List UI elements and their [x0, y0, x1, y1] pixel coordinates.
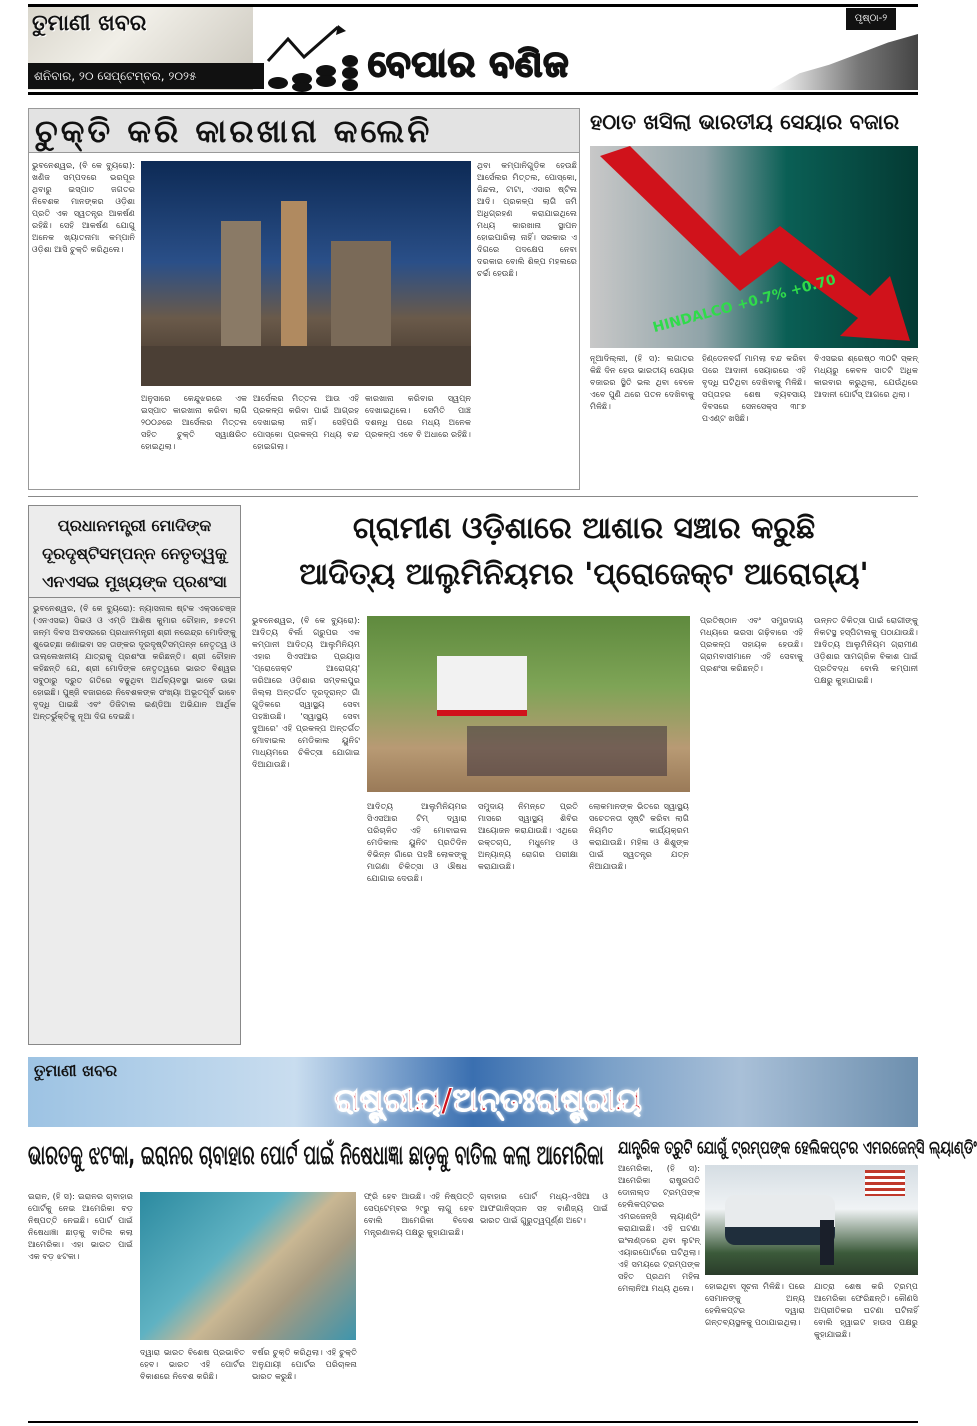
trump-col-1: ଆମେରିକା, (ହି ସ): ଆମେରିକା ରାଷ୍ଟ୍ରପତି ଡୋନାଲ୍ଡ ଟ୍ରମ୍ପଙ୍କ ହେଲିକପ୍ଟରର ଏମରଜେନ୍ସି ଲ୍ୟାଣ୍ଡିଂ କରାଯାଇଛି। ଏହି ଘଟଣା ଇଂଲଣ୍ଡରେ ଥିବା ଲୁଟନ୍ ଏୟାରପୋର୍ଟରେ ଘଟିଥିଲା। ଏହି ସମୟରେ ଟ୍ରମ୍ପଙ୍କ ସହିତ ପ୍ରଥମ ମହିଳା ମେଲାନିଆ ମଧ୍ୟ ଥିଲେ। [618, 1163, 700, 1293]
down-arrow-icon [590, 146, 918, 348]
national-section-banner [28, 1057, 918, 1127]
nse-headline-line-3: ଏନଏସଇ ମୁଖ୍ୟଙ୍କ ପ୍ରଶଂସା [42, 572, 227, 591]
header-rule [28, 92, 918, 95]
factory-photo [141, 161, 471, 386]
aditya-col-3: ସମୁଦାୟ ନିମନ୍ତେ ପ୍ରତି ମାସରେ ସ୍ୱାସ୍ଥ୍ୟ ଶିବିର ଆୟୋଜନ କରାଯାଉଛି। ଏଥିରେ ରକ୍ତଚାପ, ମଧୁମେହ ଓ ଅନ୍ୟାନ୍ୟ ରୋଗର ପରୀକ୍ଷା କରାଯାଉଛି। [478, 801, 578, 871]
aditya-headline-line-1: ଗ୍ରାମୀଣ ଓଡ଼ିଶାରେ ଆଶାର ସଞ୍ଚାର କରୁଛି [352, 511, 816, 546]
nse-headline-box [29, 506, 240, 598]
market-col-2: ହିଣ୍ଡେନବର୍ଗ ମାମଲା ବନ୍ଦ କରିବା ପରେ ଆଦାନୀ ସେୟାରରେ ଏହି ବୃଦ୍ଧି ଘଟିଥିବା ଦେଖିବାକୁ ମିଳିଛି। ସପ୍ତାହର ଶେଷ ବ୍ୟବସାୟ ଦିବସରେ ସେନସେକ୍ସ ୩୮୭ ପଏଣ୍ଟ ଖସିଛି। [702, 353, 806, 423]
section-divider [28, 496, 918, 497]
nse-body: ଭୁବନେଶ୍ୱର, (ବି କେ ବ୍ୟୁରୋ): ନ୍ୟାସନାଲ ଷ୍ଟକ ଏକ୍ସଚେଞ୍ଜ (ଏନଏସଇ) ସିଇଓ ଓ ଏମ୍‌ଡି ଆଶିଷ କୁମାର ଚୌହାନ, ୭୫ତମ ଜନ୍ମ ଦିବସ ଅବସରରେ ପ୍ରଧାନମନ୍ତ୍ରୀ ଶ୍ରୀ ନରେନ୍ଦ୍ର ମୋଦିଙ୍କୁ ଶୁଭେଚ୍ଛା ଜଣାଇବା ସହ ତାଙ୍କର ଦୂରଦୃଷ୍ଟିସମ୍ପନ୍ନ ନେତୃତ୍ୱ ଓ ଉଲ୍ଲେଖନୀୟ ଯାତ୍ରାକୁ ପ୍ରଶଂସା କରିଛନ୍ତି। ଶ୍ରୀ ଚୌହାନ କହିଛନ୍ତି ଯେ, ଶ୍ରୀ ମୋଦିଙ୍କ ନେତୃତ୍ୱରେ ଭାରତ ବିଶ୍ୱର ସବୁଠାରୁ ଦ୍ରୁତ ଗତିରେ ବଢୁଥିବା ଅର୍ଥବ୍ୟବସ୍ଥା ଭାବେ ଉଭା ହୋଇଛି। ପୁଞ୍ଜି ବଜାରରେ ନିବେଶକଙ୍କ ସଂଖ୍ୟା ଅଭୂତପୂର୍ବ ଭାବେ ବୃଦ୍ଧି ପାଇଛି ଏବଂ ଡିଜିଟାଲ ଇଣ୍ଡିଆ ଅଭିଯାନ ଆର୍ଥିକ ଅନ୍ତର୍ଭୁକ୍ତିକୁ ନୂଆ ଦିଗ ଦେଇଛି। [33, 603, 236, 721]
banner-brand: ତୁମାଣୀ ଖବର [34, 1061, 118, 1080]
factory-article [28, 108, 580, 490]
chabahar-col-5: ଚାବାହାର ପୋର୍ଟ ମଧ୍ୟ-ଏସିଆ ଓ ଆଫଗାନିସ୍ତାନ ସହ ବାଣିଜ୍ୟ ପାଇଁ ଭାରତ ପାଇଁ ଗୁରୁତ୍ୱପୂର୍ଣ୍ଣ ଅଟେ। [480, 1191, 608, 1225]
aditya-headline-line-2: ଆଦିତ୍ୟ ଆଲୁମିନିୟମର 'ପ୍ରୋଜେକ୍ଟ ଆରୋଗ୍ୟ' [299, 557, 869, 592]
factory-col-5: ଥିବା କମ୍ପାନିଗୁଡ଼ିକ ହେଉଛି ଆର୍ସେଲର ମିତ୍ତଲ, ପୋସ୍କୋ, ଜିନ୍ଦଲ, ଟାଟା, ଏସାର ଷ୍ଟିଲ ଆଦି। ପ୍ରକଳ୍ପ ଲାଗି ଜମି ଅଧିଗ୍ରହଣ କରାଯାଇଥିଲେ ମଧ୍ୟ କାରଖାନା ସ୍ଥାପନ ହୋଇପାରିଲା ନାହିଁ। ସରକାର ଏ ଦିଗରେ ପଦକ୍ଷେପ ନେବା ଦରକାର ବୋଲି ଶିଳ୍ପ ମହଲରେ ଚର୍ଚ୍ଚା ହେଉଛି। [477, 160, 577, 278]
market-headline: ହଠାତ ଖସିଲା ଭାରତୀୟ ସେୟାର ବଜାର [590, 110, 900, 134]
chabahar-headline: ଭାରତକୁ ଝଟକା, ଇରାନର ଚାବାହାର ପୋର୍ଟ ପାଇଁ ନିଷେଧାଜ୍ଞା ଛାଡ଼କୁ ବାତିଲ କଲା ଆମେରିକା [28, 1140, 604, 1172]
stock-crash-photo [590, 146, 918, 348]
bottom-rule [28, 1421, 918, 1423]
nse-headline-line-2: ଦୂରଦୃଷ୍ଟିସମ୍ପନ୍ନ ନେତୃତ୍ୱକୁ [42, 544, 227, 563]
factory-col-1: ଭୁବନେଶ୍ୱର, (ବି କେ ବ୍ୟୁରୋ): ଖଣିଜ ସମ୍ପଦରେ ଭରପୂର ଥିବାରୁ ଇସ୍ପାତ ଜଗତର ନିବେଶକ ମାନଙ୍କର ଓଡ଼ିଶା ପ୍ରତି ଏକ ସ୍ୱତନ୍ତ୍ର ଆକର୍ଷଣ ରହିଛି। ସେହି ଆକର୍ଷଣ ଯୋଗୁ ଅନେକ ଖ୍ୟାତନାମା କମ୍ପାନି ଓଡ଼ିଶା ଆସି ଚୁକ୍ତି କରିଥିଲେ। [32, 160, 135, 254]
aditya-col-4: ଲୋକମାନଙ୍କ ଭିତରେ ସ୍ୱାସ୍ଥ୍ୟ ସଚେତନତା ସୃଷ୍ଟି କରିବା ଲାଗି ନିୟମିତ କାର୍ଯ୍ୟକ୍ରମ କରାଯାଉଛି। ମହିଳା ଓ ଶିଶୁଙ୍କ ପାଇଁ ସ୍ୱତନ୍ତ୍ର ଯତ୍ନ ନିଆଯାଉଛି। [589, 801, 689, 871]
market-col-1: ନୂଆଦିଲ୍ଲୀ, (ହି ସ): ଲଗାତର କିଛି ଦିନ ହେଉ ଭାରତୀୟ ସେୟାର ବଜାରର ସ୍ଥିତି ଭଲ ଥିବା ବେଳେ ଏବେ ପୁଣି ଥରେ ପତନ ଦେଖିବାକୁ ମିଳିଛି। [590, 353, 694, 411]
chabahar-col-4: ଫ୍ରି ହେବ ଆଉଛି। ଏହି ନିଷ୍ପତ୍ତି ସେପ୍ଟେମ୍ବର ୨୯ରୁ ଲାଗୁ ହେବ ବୋଲି ଆମେରିକା ବିଦେଶ ମନ୍ତ୍ରଣାଳୟ ପକ୍ଷରୁ କୁହାଯାଇଛି। [364, 1191, 474, 1237]
chabahar-col-3: ବର୍ଷର ଚୁକ୍ତି କରିଥିଲା। ଏହି ଚୁକ୍ତି ଅନୁଯାୟୀ ପୋର୍ଟର ପରିଚାଳନା ଭାରତ କରୁଛି। [252, 1347, 357, 1381]
trump-col-2: ହୋଇଥିବା ସୂଚନା ମିଳିଛି। ପରେ ସେମାନଙ୍କୁ ଅନ୍ୟ ହେଲିକପ୍ଟର ଦ୍ୱାରା ଗନ୍ତବ୍ୟସ୍ଥଳକୁ ପଠାଯାଇଥିଲା। [705, 1281, 805, 1327]
nse-headline-line-1: ପ୍ରଧାନମନ୍ତ୍ରୀ ମୋଦିଙ୍କ [57, 516, 212, 535]
ticker-hindalco: HINDALCO +0.7% [651, 285, 789, 337]
date-bar [28, 63, 264, 89]
market-col-3: ବିଏସଇର ଶ୍ରେଷ୍ଠ ୩୦ଟି ସ୍କନ୍ ମଧ୍ୟରୁ କେବଳ ସାତଟି ଅଧିକ କାରବାର କରୁଥିଲା, ଯେଉଁଥିରେ ଆଦାନୀ ପୋର୍ଟସ୍ ଆଗରେ ଥିଲା। [814, 353, 918, 399]
aditya-col-1: ଭୁବନେଶ୍ୱର, (ବି କେ ବ୍ୟୁରୋ): ଆଦିତ୍ୟ ବିର୍ଲା ଗ୍ରୁପର ଏକ କମ୍ପାନୀ ଆଦିତ୍ୟ ଆଲୁମିନିୟମ ଏହାର ସିଏସଆର ପ୍ରୟାସ 'ପ୍ରୋଜେକ୍ଟ ଆରୋଗ୍ୟ' ଜରିଆରେ ଓଡ଼ିଶାର ସମ୍ବଲପୁର ଜିଲ୍ଲା ଅନ୍ତର୍ଗତ ଦୂରଦୂରାନ୍ତ ଗାଁ ଗୁଡ଼ିକରେ ସ୍ୱାସ୍ଥ୍ୟ ସେବା ପହଞ୍ଚାଉଛି। 'ସ୍ୱାସ୍ଥ୍ୟ ସେବା ଦୁଆରେ' ଏହି ପ୍ରକଳ୍ପ ଅନ୍ତର୍ଗତ ମୋବାଇଲ ମେଡିକାଲ ୟୁନିଟ ମାଧ୍ୟମରେ ଚିକିତ୍ସା ଯୋଗାଇ ଦିଆଯାଉଛି। [252, 615, 360, 769]
page-number: ପୃଷ୍ଠା-୨ [846, 8, 896, 30]
coins-chart-logo [266, 25, 358, 93]
coin-stacks-image [770, 34, 918, 90]
trump-headline: ଯାନ୍ତ୍ରିକ ତ୍ରୁଟି ଯୋଗୁଁ ଟ୍ରମ୍ପଙ୍କ ହେଲିକପ୍ଟର ଏମରଜେନ୍ସି ଲ୍ୟାଣ୍ଡିଂ [618, 1138, 977, 1159]
factory-col-4: କାରଖାନା କରିବାର ସ୍ୱପ୍ନ ଦେଖାଇଥିଲେ। ସେମିତି ପାଞ୍ଚ ଦଶନ୍ଧି ପରେ ମଧ୍ୟ ଅନେକ ପ୍ରକଳ୍ପ ଏବେ ବି ଅଧାରେ ରହିଛି। [365, 393, 471, 439]
aditya-col-5: ପ୍ରତିଷ୍ଠାନ ଏବଂ ସମ୍ପ୍ରଦାୟ ମଧ୍ୟରେ ଭରସା ଗଢ଼ିବାରେ ଏହି ପ୍ରକଳ୍ପ ସହାୟକ ହେଉଛି। ଗ୍ରାମବାସୀମାନେ ଏହି ସେବାକୁ ପ୍ରଶଂସା କରିଛନ୍ତି। [700, 615, 803, 673]
brand-name: ତୁମାଣୀ ଖବର [32, 11, 147, 36]
factory-headline-bar [29, 109, 579, 153]
helicopter-photo [705, 1165, 918, 1275]
trump-col-3: ଯାତ୍ରା ଶେଷ କରି ଟ୍ରମ୍ପ ଆମେରିକା ଫେରିଛନ୍ତି। କୌଣସି ଅପ୍ରୀତିକର ଘଟଣା ଘଟିନାହିଁ ବୋଲି ହ୍ୱାଇଟ ହାଉସ ପକ୍ଷରୁ କୁହାଯାଇଛି। [814, 1281, 918, 1339]
chabahar-col-1: ଇରାନ, (ହି ସ): ଇରାନର ଚାବାହାର ପୋର୍ଟକୁ ନେଇ ଆମେରିକା ବଡ଼ ନିଷ୍ପତ୍ତି ନେଇଛି। ପୋର୍ଟ ପାଇଁ ନିଷେଧାଜ୍ଞା ଛାଡ଼କୁ ବାତିଲ କଲା ଆମେରିକା। ଏହା ଭାରତ ପାଇଁ ଏକ ବଡ଼ ଝଟକା। [28, 1191, 133, 1261]
factory-headline: ଚୁକ୍ତି କରି କାରଖାନା କଲେନି [35, 112, 433, 150]
port-photo [140, 1192, 356, 1340]
health-camp-photo [367, 616, 690, 792]
factory-col-2: ଅନୁସାରେ କେନ୍ଦୁଝରରେ ଏକ ଇସ୍ପାତ କାରଖାନା କରିବା ଲାଗି ୨୦୦୬ରେ ଆର୍ସେଲର ମିତ୍ତଲ ସହିତ ଚୁକ୍ତି ସ୍ୱାକ୍ଷରିତ ହୋଇଥିଲା। [141, 393, 247, 451]
section-title: ବେପାର ବଣିଜ [368, 44, 570, 85]
nse-article [28, 505, 241, 1045]
aditya-col-2b: ଆଦିତ୍ୟ ଆଲୁମିନିୟମର ସିଏସଆର ଟିମ୍ ଦ୍ୱାରା ପରିଚାଳିତ ଏହି ମୋବାଇଲ ମେଡିକାଲ ୟୁନିଟ ପ୍ରତିଦିନ ବିଭିନ୍ନ ଗାଁରେ ପହଞ୍ଚି ଲୋକଙ୍କୁ ମାଗଣା ଚିକିତ୍ସା ଓ ଔଷଧ ଯୋଗାଇ ଦେଉଛି। [367, 801, 467, 883]
chabahar-col-2: ଦ୍ୱାରା ଭାରତ ବିଶେଷ ପ୍ରଭାବିତ ହେବ। ଭାରତ ଏହି ପୋର୍ଟର ବିକାଶରେ ନିବେଶ କରିଛି। [140, 1347, 245, 1381]
ticker-change: +0.70 [788, 271, 838, 300]
banner-title: ରାଷ୍ଟ୍ରୀୟ/ଅନ୍ତଃରାଷ୍ଟ୍ରୀୟ [334, 1081, 642, 1119]
masthead-left [28, 7, 253, 90]
issue-date: ଶନିବାର, ୨୦ ସେପ୍ଟେମ୍ବର, ୨୦୨୫ [34, 69, 197, 83]
aditya-col-6: ଉନ୍ନତ ଚିକିତ୍ସା ପାଇଁ ରୋଗୀଙ୍କୁ ନିକଟସ୍ଥ ହସ୍ପିଟାଲକୁ ପଠାଯାଉଛି। ଆଦିତ୍ୟ ଆଲୁମିନିୟମ ଗ୍ରାମୀଣ ଓଡ଼ିଶାର ସାମଗ୍ରିକ ବିକାଶ ପାଇଁ ପ୍ରତିବଦ୍ଧ ବୋଲି କମ୍ପାନୀ ପକ୍ଷରୁ କୁହାଯାଇଛି। [814, 615, 918, 685]
factory-col-3: ଆର୍ସେଲର ମିତ୍ତଲ ଆଉ ଏହି ପ୍ରକଳ୍ପ କରିବା ପାଇଁ ଆଗ୍ରହ ଦେଖାଇଲା ନାହିଁ। ସେହିପରି ପୋସ୍କୋ ପ୍ରକଳ୍ପ ମଧ୍ୟ ବନ୍ଦ ହୋଇଗଲା। [253, 393, 359, 451]
